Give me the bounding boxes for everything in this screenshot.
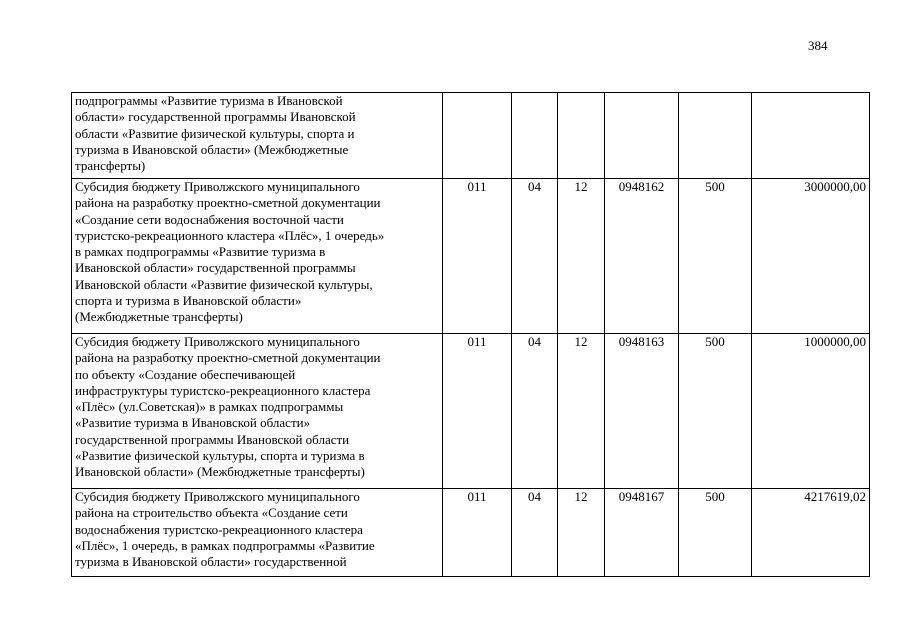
- description-line: инфраструктуры туристско-рекреационного кластера: [75, 382, 371, 398]
- description-line: туризма в Ивановской области» (Межбюджетные: [75, 141, 349, 157]
- description-line: государственной программы Ивановской области: [75, 431, 350, 447]
- description-line: «Плёс», 1 очередь, в рамках подпрограммы «Развитие: [75, 537, 375, 553]
- expense-type-cell: 500: [679, 179, 752, 334]
- table-row: [72, 93, 870, 179]
- expense-type-cell: 500: [679, 334, 752, 489]
- description-cell: [72, 93, 443, 179]
- description-line: «Развитие физической культуры, спорта и туризма в: [75, 448, 365, 464]
- description-line: района на разработку проектно-сметной документации: [75, 350, 381, 366]
- subsection-code-cell: 12: [558, 489, 605, 577]
- target-article-cell: 0948162: [605, 179, 679, 334]
- ministry-code-cell: 011: [443, 179, 512, 334]
- section-code-cell: 04: [512, 489, 558, 577]
- table-row: [72, 334, 870, 489]
- description-line: Субсидия бюджету Приволжского муниципального: [75, 489, 360, 504]
- description-line: туристско-рекреационного кластера «Плёс», 1 очередь»: [75, 227, 385, 243]
- section-code-cell: 04: [512, 334, 558, 489]
- ministry-code-cell: [443, 93, 512, 179]
- description-line: области «Развитие физической культуры, спорта и: [75, 125, 355, 141]
- amount-cell: [752, 93, 870, 179]
- ministry-code-cell: 011: [443, 334, 512, 489]
- description-line: туризма в Ивановской области» государственной: [75, 554, 347, 570]
- description-line: трансферты): [75, 158, 146, 174]
- description-line: области» государственной программы Ивановской: [75, 109, 356, 125]
- section-code-cell: 04: [512, 179, 558, 334]
- description-line: «Плёс» (ул.Советская)» в рамках подпрограммы: [75, 399, 344, 415]
- target-article-cell: 0948167: [605, 489, 679, 577]
- description-line: Субсидия бюджету Приволжского муниципального: [75, 334, 360, 349]
- subsection-code-cell: [558, 93, 605, 179]
- description-line: спорта и туризма в Ивановской области»: [75, 293, 302, 309]
- description-line: района на разработку проектно-сметной документации: [75, 195, 381, 211]
- amount-cell: 3000000,00: [752, 179, 870, 334]
- description-line: подпрограммы «Развитие туризма в Ивановской: [75, 93, 343, 108]
- section-code-cell: [512, 93, 558, 179]
- page-number: 384: [808, 38, 828, 53]
- description-line: Ивановской области «Развитие физической культуры,: [75, 276, 373, 292]
- expense-type-cell: 500: [679, 489, 752, 577]
- description-cell: [72, 334, 443, 489]
- description-line: района на строительство объекта «Создание сети: [75, 505, 348, 521]
- description-line: Субсидия бюджету Приволжского муниципального: [75, 179, 360, 194]
- ministry-code-cell: 011: [443, 489, 512, 577]
- amount-cell: 1000000,00: [752, 334, 870, 489]
- description-line: «Создание сети водоснабжения восточной части: [75, 211, 344, 227]
- table-row: [72, 489, 870, 577]
- subsection-code-cell: 12: [558, 334, 605, 489]
- expense-type-cell: [679, 93, 752, 179]
- subsection-code-cell: 12: [558, 179, 605, 334]
- description-line: (Межбюджетные трансферты): [75, 309, 243, 325]
- amount-cell: 4217619,02: [752, 489, 870, 577]
- description-line: Ивановской области» (Межбюджетные трансферты): [75, 464, 365, 480]
- target-article-cell: 0948163: [605, 334, 679, 489]
- description-cell: [72, 179, 443, 334]
- table-row: [72, 179, 870, 334]
- budget-table: [71, 92, 870, 577]
- description-line: «Развитие туризма в Ивановской области»: [75, 415, 311, 431]
- description-line: по объекту «Создание обеспечивающей: [75, 366, 296, 382]
- description-cell: [72, 489, 443, 577]
- description-line: водоснабжения туристско-рекреационного кластера: [75, 521, 363, 537]
- target-article-cell: [605, 93, 679, 179]
- description-line: Ивановской области» государственной программы: [75, 260, 356, 276]
- description-line: в рамках подпрограммы «Развитие туризма в: [75, 244, 326, 260]
